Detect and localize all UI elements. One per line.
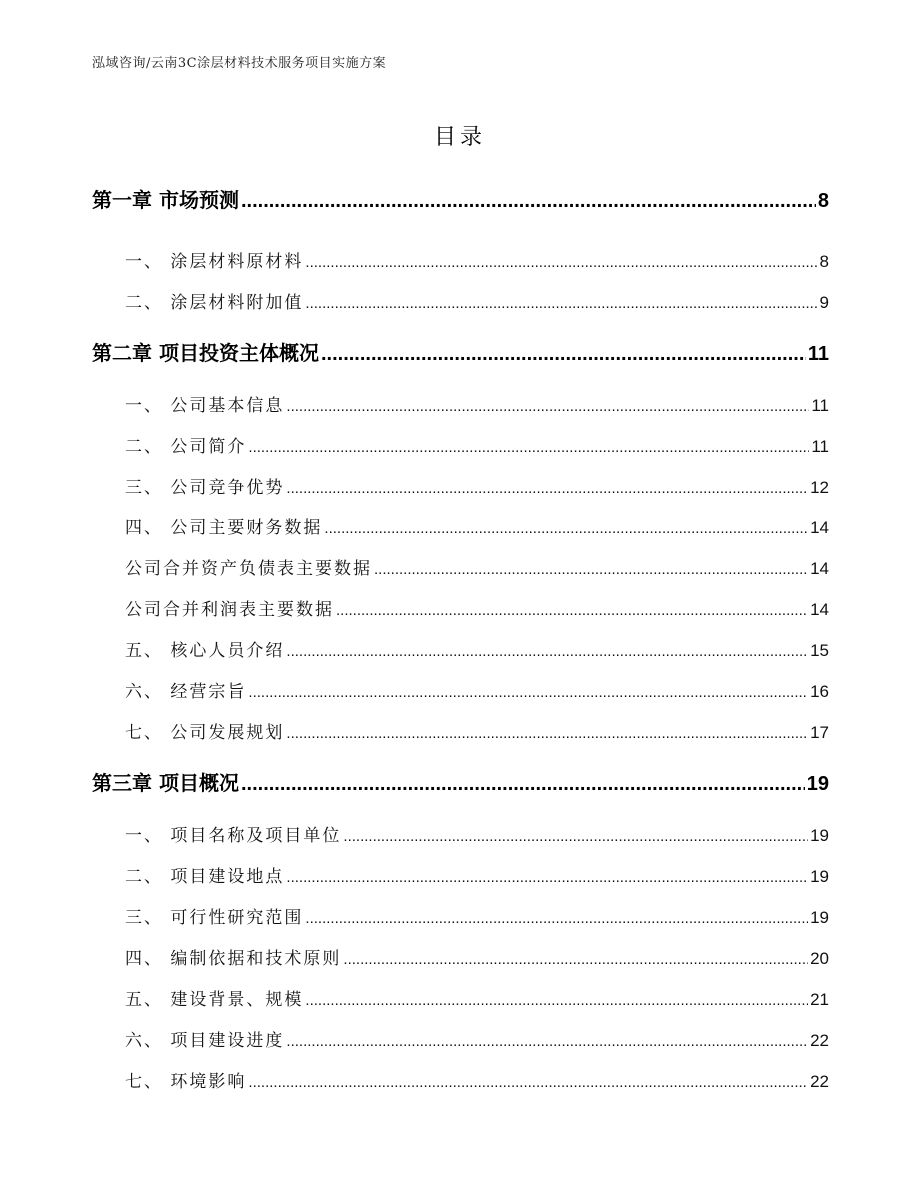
toc-page-number: 9 — [819, 293, 829, 312]
toc-entry-label: 四、 公司主要财务数据 — [125, 518, 323, 538]
dot-leader — [286, 396, 809, 416]
toc-page-number: 14 — [810, 600, 829, 619]
dot-leader — [343, 826, 808, 846]
toc-entry-label: 第一章 市场预测 — [92, 188, 239, 212]
toc-subsection[interactable] — [92, 595, 829, 620]
toc-page-number: 19 — [806, 773, 829, 795]
toc-page-number: 14 — [810, 559, 829, 578]
toc-page-number: 17 — [810, 723, 829, 742]
dot-leader — [374, 559, 808, 579]
dot-leader — [343, 949, 808, 969]
toc-page-number: 11 — [811, 437, 829, 456]
toc-chapter-3[interactable] — [92, 767, 829, 796]
toc-section[interactable] — [92, 903, 829, 928]
dot-leader — [286, 641, 808, 661]
toc-section[interactable] — [92, 247, 829, 272]
dot-leader — [305, 990, 808, 1010]
toc-entry-label: 四、 编制依据和技术原则 — [125, 949, 342, 969]
toc-section[interactable] — [92, 821, 829, 846]
toc-page-number: 19 — [810, 826, 829, 845]
toc-page-number: 14 — [810, 518, 829, 537]
toc-section[interactable] — [92, 677, 829, 702]
toc-page-number: 19 — [810, 867, 829, 886]
toc-entry-label: 第二章 项目投资主体概况 — [92, 341, 319, 365]
toc-entry-label: 五、 核心人员介绍 — [125, 641, 285, 661]
toc-entry-label: 七、 公司发展规划 — [125, 723, 285, 743]
dot-leader — [324, 518, 808, 538]
toc-entry-label: 三、 可行性研究范围 — [125, 908, 304, 928]
toc-entry-label: 六、 项目建设进度 — [125, 1031, 285, 1051]
toc-entry-label: 二、 公司简介 — [125, 437, 247, 457]
toc-entry-label: 一、 涂层材料原材料 — [125, 252, 304, 272]
dot-leader — [286, 1031, 808, 1051]
toc-page-number: 12 — [810, 478, 829, 497]
toc-page-number: 15 — [810, 641, 829, 660]
dot-leader — [248, 682, 808, 702]
toc-entry-label: 二、 项目建设地点 — [125, 867, 285, 887]
toc-entry-label: 五、 建设背景、规模 — [125, 990, 304, 1010]
toc-page-number: 8 — [817, 190, 829, 212]
toc-section[interactable] — [92, 391, 829, 416]
dot-leader — [286, 723, 808, 743]
toc-section[interactable] — [92, 1067, 829, 1092]
toc-section[interactable] — [92, 1026, 829, 1051]
toc-section[interactable] — [92, 288, 829, 313]
running-header: 泓域咨询/云南3C涂层材料技术服务项目实施方案 — [92, 56, 387, 71]
toc-entry-label: 二、 涂层材料附加值 — [125, 293, 304, 313]
dot-leader — [305, 252, 817, 272]
toc-page-number: 22 — [810, 1031, 829, 1050]
toc-entry-label: 一、 项目名称及项目单位 — [125, 826, 342, 846]
toc-entry-label: 公司合并利润表主要数据 — [125, 600, 334, 620]
dot-leader — [241, 188, 816, 213]
toc-subsection[interactable] — [92, 554, 829, 579]
toc-section[interactable] — [92, 944, 829, 969]
toc-entry-label: 七、 环境影响 — [125, 1072, 247, 1092]
toc-chapter-2[interactable] — [92, 337, 829, 366]
toc-page-number: 8 — [819, 252, 829, 271]
toc-page-number: 21 — [810, 990, 829, 1009]
toc-title: 目录 — [433, 125, 486, 150]
dot-leader — [241, 771, 805, 796]
toc-section[interactable] — [92, 432, 829, 457]
toc-entry-label: 一、 公司基本信息 — [125, 396, 285, 416]
dot-leader — [305, 293, 817, 313]
dot-leader — [305, 908, 808, 928]
toc-page-number: 11 — [811, 396, 829, 415]
toc-section[interactable] — [92, 473, 829, 498]
toc-entry-label: 公司合并资产负债表主要数据 — [125, 559, 372, 579]
toc-page-number: 22 — [810, 1072, 829, 1091]
dot-leader — [286, 478, 808, 498]
toc-section[interactable] — [92, 513, 829, 538]
toc-chapter-1[interactable] — [92, 184, 829, 213]
dot-leader — [248, 437, 809, 457]
dot-leader — [248, 1072, 808, 1092]
toc-entry-label: 第三章 项目概况 — [92, 771, 239, 795]
toc-section[interactable] — [92, 985, 829, 1010]
dot-leader — [286, 867, 808, 887]
toc-page-number: 19 — [810, 908, 829, 927]
toc-section[interactable] — [92, 636, 829, 661]
toc-section[interactable] — [92, 862, 829, 887]
toc-entry-label: 三、 公司竞争优势 — [125, 478, 285, 498]
toc-page-number: 16 — [810, 682, 829, 701]
toc-page-number: 20 — [810, 949, 829, 968]
toc-page-number: 11 — [807, 343, 829, 365]
dot-leader — [321, 341, 806, 366]
toc-section[interactable] — [92, 718, 829, 743]
dot-leader — [336, 600, 808, 620]
toc-entry-label: 六、 经营宗旨 — [125, 682, 247, 702]
